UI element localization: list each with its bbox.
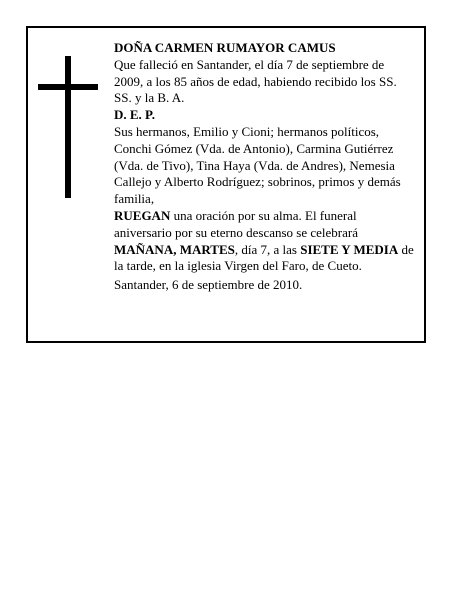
- request-keyword: RUEGAN: [114, 207, 171, 223]
- funeral-day: MAÑANA, MARTES: [114, 241, 235, 257]
- family-list: Sus hermanos, Emilio y Cioni; hermanos políticos, Conchi Gómez (Vda. de Antonio), Carmina Gutiérrez (Vda. de Tivo), Tina Haya (Vda. de Andres), Nemesia Callejo y Alberto Rodríguez; sobrinos, primos y demás familia,: [114, 123, 401, 207]
- obituary-text: [114, 40, 414, 294]
- request-text: una oración por su alma. El funeral aniversario por su eterno descanso se celebrará: [114, 207, 358, 240]
- cross-vertical-bar: [65, 56, 71, 198]
- obituary-notice: [26, 26, 426, 343]
- place-date: Santander, 6 de septiembre de 2010.: [114, 277, 303, 293]
- latin-cross-icon: [38, 56, 98, 198]
- funeral-time: SIETE Y MEDIA: [300, 241, 399, 257]
- funeral-location: de la tarde, en la iglesia Virgen del Faro, de Cueto.: [114, 241, 414, 274]
- deceased-name: DOÑA CARMEN RUMAYOR CAMUS: [114, 40, 336, 55]
- rest-in-peace: D. E. P.: [114, 107, 156, 123]
- cross-horizontal-bar: [38, 84, 98, 90]
- funeral-announcement: [114, 208, 414, 275]
- death-statement: Que falleció en Santander, el día 7 de septiembre de 2009, a los 85 años de edad, habiendo recibido los SS. SS. y la B. A.: [114, 56, 397, 106]
- funeral-day-text: , día 7, a las: [234, 241, 301, 257]
